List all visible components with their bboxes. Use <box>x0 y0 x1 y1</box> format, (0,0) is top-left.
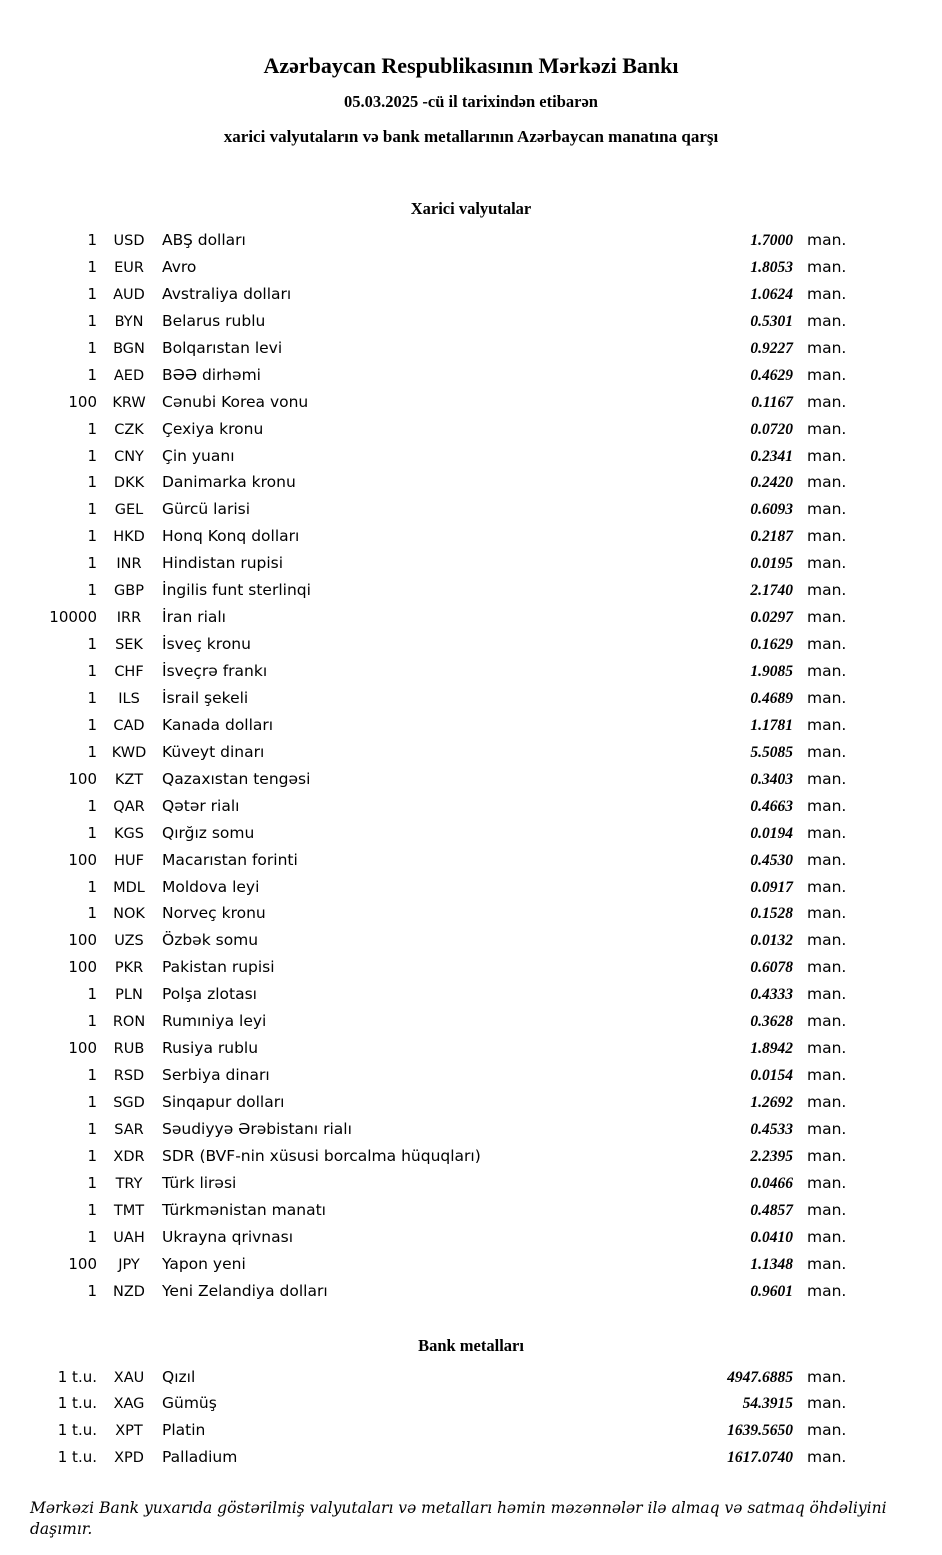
currency-rate: 0.0154 <box>750 1067 793 1085</box>
currency-quantity: 1 <box>87 1200 97 1219</box>
currency-quantity: 1 <box>87 284 97 303</box>
metal-quantity: 1 t.u. <box>57 1448 97 1467</box>
currency-row <box>0 362 856 389</box>
currency-row <box>0 254 856 281</box>
currency-rate: 0.2341 <box>750 447 793 465</box>
currency-quantity: 1 <box>87 554 97 573</box>
unit-label: man. <box>807 1254 847 1273</box>
currency-name: Avro <box>162 257 197 276</box>
currency-rate: 0.3403 <box>750 770 793 788</box>
unit-label: man. <box>807 1367 847 1386</box>
currency-quantity: 1 <box>87 877 97 896</box>
metal-row <box>0 1417 856 1444</box>
currency-quantity: 1 <box>87 446 97 465</box>
metals-section-title: Bank metalları <box>418 1335 524 1355</box>
unit-label: man. <box>807 1039 847 1058</box>
currency-name: Yeni Zelandiya dolları <box>162 1281 328 1300</box>
currency-rate: 0.9227 <box>750 339 793 357</box>
currency-code: NOK <box>113 906 145 923</box>
metal-rate: 1639.5650 <box>727 1422 793 1440</box>
unit-label: man. <box>807 823 847 842</box>
currency-name: Serbiya dinarı <box>162 1066 270 1085</box>
unit-label: man. <box>807 473 847 492</box>
currency-name: Kanada dolları <box>162 715 274 734</box>
currency-quantity: 1 <box>87 1119 97 1138</box>
currency-name: Yapon yeni <box>162 1254 246 1273</box>
currency-code: KGS <box>114 825 144 842</box>
currency-code: GBP <box>114 583 144 600</box>
unit-label: man. <box>807 1227 847 1246</box>
currency-name: Çin yuanı <box>162 446 235 465</box>
currency-row <box>0 631 856 658</box>
currency-row <box>0 1008 856 1035</box>
currency-name: Bolqarıstan levi <box>162 338 283 357</box>
unit-label: man. <box>807 1066 847 1085</box>
metal-quantity: 1 t.u. <box>57 1367 97 1386</box>
currency-name: Cənubi Korea vonu <box>162 392 309 411</box>
unit-label: man. <box>807 1421 847 1440</box>
currency-name: SDR (BVF-nin xüsusi borcalma hüquqları) <box>162 1146 481 1165</box>
currency-row <box>0 900 856 927</box>
currency-rate: 0.0466 <box>750 1174 793 1192</box>
currency-code: BYN <box>114 313 144 330</box>
document-subtitle: xarici valyutaların və bank metallarının Azərbaycan manatına qarşı <box>223 127 719 146</box>
currency-name: İran rialı <box>162 608 226 627</box>
currency-name: Rumıniya leyi <box>162 1012 267 1031</box>
currency-quantity: 100 <box>68 958 97 977</box>
currency-quantity: 1 <box>87 500 97 519</box>
currency-rate: 0.0297 <box>750 609 793 627</box>
currency-quantity: 1 <box>87 1146 97 1165</box>
currency-quantity: 1 <box>87 904 97 923</box>
effective-date-line: 05.03.2025 -cü il tarixindən etibarən <box>344 92 598 111</box>
unit-label: man. <box>807 904 847 923</box>
unit-label: man. <box>807 662 847 680</box>
currency-rate: 1.1348 <box>750 1255 793 1273</box>
currency-quantity: 1 <box>87 231 97 249</box>
currency-rate: 0.0917 <box>750 878 793 896</box>
currency-name: İsrail şekeli <box>162 688 249 707</box>
currency-name: Hindistan rupisi <box>162 554 284 573</box>
currency-quantity: 100 <box>68 1254 97 1273</box>
currency-name: BƏƏ dirhəmi <box>162 365 261 384</box>
unit-label: man. <box>807 608 847 627</box>
currency-quantity: 1 <box>87 635 97 654</box>
currency-row <box>0 604 856 631</box>
currency-name: Pakistan rupisi <box>162 958 275 977</box>
currency-row <box>0 227 856 254</box>
currency-name: Özbək somu <box>162 931 259 950</box>
currency-code: QAR <box>113 798 145 815</box>
currency-row <box>0 766 856 793</box>
unit-label: man. <box>807 338 847 357</box>
currency-name: Türkmənistan manatı <box>162 1200 326 1219</box>
metal-name: Platin <box>162 1421 206 1440</box>
currency-name: Avstraliya dolları <box>162 284 292 303</box>
unit-label: man. <box>807 446 847 465</box>
currency-rate: 0.4629 <box>750 366 793 384</box>
currency-quantity: 100 <box>68 392 97 411</box>
currency-code: TMT <box>113 1202 145 1219</box>
currency-code: JPY <box>118 1256 140 1273</box>
unit-label: man. <box>807 877 847 896</box>
unit-label: man. <box>807 554 847 573</box>
currency-row <box>0 793 856 820</box>
metal-code: XAU <box>113 1369 145 1386</box>
currency-quantity: 1 <box>87 662 97 680</box>
currency-name: İsveçrə frankı <box>162 662 268 680</box>
currency-row <box>0 1278 856 1305</box>
currency-row <box>0 389 856 416</box>
currency-row <box>0 1143 856 1170</box>
currency-rate: 5.5085 <box>750 743 793 761</box>
currency-code: AED <box>113 367 145 384</box>
currency-quantity: 1 <box>87 257 97 276</box>
unit-label: man. <box>807 1394 847 1413</box>
currency-rate: 1.2692 <box>750 1094 793 1111</box>
currency-rate: 0.4533 <box>750 1120 793 1138</box>
currency-quantity: 1 <box>87 688 97 707</box>
currency-name: Gürcü larisi <box>162 500 251 519</box>
unit-label: man. <box>807 985 847 1004</box>
currency-code: GEL <box>114 502 144 519</box>
currency-code: KZT <box>114 771 144 788</box>
currency-rate: 2.2395 <box>750 1147 793 1165</box>
metal-quantity: 1 t.u. <box>57 1421 97 1440</box>
unit-label: man. <box>807 1448 847 1467</box>
currency-row <box>0 1251 856 1278</box>
currency-name: Sinqapur dolları <box>162 1093 285 1111</box>
currency-row <box>0 739 856 766</box>
currency-row <box>0 954 856 981</box>
currency-name: Səudiyyə Ərəbistanı rialı <box>162 1119 352 1138</box>
currency-code: CZK <box>114 421 144 438</box>
currency-code: KWD <box>111 744 147 761</box>
currency-row <box>0 658 856 685</box>
unit-label: man. <box>807 931 847 950</box>
currency-code: CAD <box>113 717 145 734</box>
metal-row <box>0 1444 856 1471</box>
unit-label: man. <box>807 1012 847 1031</box>
currency-rate: 0.4663 <box>750 797 793 815</box>
currencies-section-title: Xarici valyutalar <box>410 199 532 218</box>
currency-rate: 0.2420 <box>750 474 793 492</box>
currency-quantity: 1 <box>87 527 97 546</box>
metal-code: XAG <box>113 1396 145 1413</box>
currency-code: AUD <box>113 286 145 303</box>
currency-rate: 0.4530 <box>750 851 793 869</box>
currencies-table <box>0 227 856 1305</box>
unit-label: man. <box>807 419 847 438</box>
currency-name: Küveyt dinarı <box>162 742 265 761</box>
currency-code: SEK <box>115 637 143 654</box>
currency-rate: 1.0624 <box>750 285 793 303</box>
currency-rate: 0.4333 <box>750 986 793 1004</box>
currency-quantity: 1 <box>87 742 97 761</box>
currency-row <box>0 550 856 577</box>
currency-code: MDL <box>113 879 145 896</box>
currency-code: BGN <box>113 340 145 357</box>
currency-rate: 0.4857 <box>750 1201 793 1219</box>
currency-quantity: 1 <box>87 985 97 1004</box>
currency-name: Rusiya rublu <box>162 1039 259 1058</box>
currency-quantity: 1 <box>87 1281 97 1300</box>
currency-code: IRR <box>116 610 142 627</box>
currency-quantity: 100 <box>68 769 97 788</box>
currency-code: PLN <box>115 987 143 1004</box>
currency-row <box>0 335 856 362</box>
currency-code: CNY <box>114 448 144 465</box>
metal-name: Qızıl <box>162 1367 196 1386</box>
unit-label: man. <box>807 796 847 815</box>
currency-row <box>0 1089 856 1116</box>
metal-code: XPD <box>114 1450 144 1467</box>
unit-label: man. <box>807 1146 847 1165</box>
currency-rate: 2.1740 <box>750 582 793 600</box>
metal-row <box>0 1390 856 1417</box>
currency-row <box>0 712 856 739</box>
unit-label: man. <box>807 284 847 303</box>
currency-rate: 0.0194 <box>750 824 793 842</box>
currency-row <box>0 443 856 470</box>
currency-code: SGD <box>113 1095 145 1111</box>
footer-note: Mərkəzi Bank yuxarıda göstərilmiş valyutaları və metalları həmin məzənnələr ilə almaq və satmaq öhdəliyini daşımır. <box>30 1499 887 1539</box>
currency-rate: 0.6078 <box>750 959 793 977</box>
currency-row <box>0 1224 856 1251</box>
currency-rate: 0.1528 <box>750 905 793 923</box>
currency-code: INR <box>116 556 142 573</box>
currency-rate: 0.3628 <box>750 1013 793 1031</box>
unit-label: man. <box>807 257 847 276</box>
currency-row <box>0 1170 856 1197</box>
currency-quantity: 10000 <box>49 608 97 627</box>
currency-quantity: 1 <box>87 419 97 438</box>
currency-name: Qırğız somu <box>162 823 255 842</box>
unit-label: man. <box>807 742 847 761</box>
currency-quantity: 1 <box>87 1012 97 1031</box>
page-title: Azərbaycan Respublikasının Mərkəzi Bankı <box>263 53 679 78</box>
currency-code: SAR <box>114 1121 144 1138</box>
currency-row <box>0 523 856 550</box>
currency-quantity: 1 <box>87 796 97 815</box>
currency-name: Çexiya kronu <box>162 419 264 438</box>
unit-label: man. <box>807 1281 847 1300</box>
currency-rate: 0.2187 <box>750 528 793 546</box>
currency-code: DKK <box>113 475 145 492</box>
unit-label: man. <box>807 500 847 519</box>
currency-rate: 1.7000 <box>750 232 793 249</box>
unit-label: man. <box>807 231 847 249</box>
unit-label: man. <box>807 1173 847 1192</box>
unit-label: man. <box>807 688 847 707</box>
unit-label: man. <box>807 850 847 869</box>
unit-label: man. <box>807 958 847 977</box>
unit-label: man. <box>807 769 847 788</box>
currency-name: Polşa zlotası <box>162 985 257 1004</box>
currency-quantity: 1 <box>87 338 97 357</box>
currency-name: Norveç kronu <box>162 904 266 923</box>
currency-row <box>0 1062 856 1089</box>
currency-name: Belarus rublu <box>162 311 266 330</box>
currency-rate: 1.1781 <box>750 716 793 734</box>
metal-rate: 1617.0740 <box>727 1449 793 1467</box>
currency-code: TRY <box>115 1175 143 1192</box>
currency-row <box>0 1197 856 1224</box>
currency-code: XDR <box>113 1148 145 1165</box>
unit-label: man. <box>807 365 847 384</box>
metal-quantity: 1 t.u. <box>57 1394 97 1413</box>
metal-row <box>0 1364 856 1391</box>
currency-quantity: 1 <box>87 823 97 842</box>
currency-name: Ukrayna qrivnası <box>162 1227 294 1246</box>
currency-row <box>0 1035 856 1062</box>
unit-label: man. <box>807 1093 847 1111</box>
currency-code: KRW <box>112 394 146 411</box>
currency-rate: 0.0410 <box>750 1228 793 1246</box>
currency-row <box>0 820 856 847</box>
currency-row <box>0 874 856 901</box>
currency-quantity: 1 <box>87 311 97 330</box>
currency-name: İsveç kronu <box>162 635 251 654</box>
unit-label: man. <box>807 527 847 546</box>
currency-rate: 1.9085 <box>750 663 793 680</box>
currency-code: RUB <box>113 1041 145 1058</box>
currency-code: UZS <box>114 933 144 950</box>
currency-quantity: 1 <box>87 1093 97 1111</box>
currency-name: Macarıstan forinti <box>162 850 298 869</box>
unit-label: man. <box>807 715 847 734</box>
currency-name: ABŞ dolları <box>162 231 246 249</box>
currency-name: Qazaxıstan tengəsi <box>162 769 311 788</box>
currency-rate: 0.9601 <box>750 1282 793 1300</box>
currency-code: NZD <box>113 1283 145 1300</box>
currency-quantity: 100 <box>68 1039 97 1058</box>
currency-code: ILS <box>118 690 140 707</box>
currency-rate: 0.0720 <box>750 420 793 438</box>
currency-quantity: 1 <box>87 715 97 734</box>
currency-rate: 0.5301 <box>750 312 793 330</box>
currency-name: Türk lirəsi <box>162 1173 237 1192</box>
currency-row <box>0 685 856 712</box>
currency-rate: 0.1167 <box>751 393 793 411</box>
currency-quantity: 1 <box>87 1173 97 1192</box>
currency-code: EUR <box>114 259 144 276</box>
currency-code: HKD <box>113 529 145 546</box>
currency-name: Qətər rialı <box>162 796 240 815</box>
metal-name: Palladium <box>162 1448 238 1467</box>
currency-quantity: 1 <box>87 1066 97 1085</box>
currency-code: HUF <box>114 852 144 869</box>
unit-label: man. <box>807 1119 847 1138</box>
currency-rate: 0.0132 <box>750 932 793 950</box>
currency-row <box>0 496 856 523</box>
unit-label: man. <box>807 635 847 654</box>
currency-code: UAH <box>113 1229 145 1246</box>
currency-rate: 1.8942 <box>750 1040 793 1058</box>
unit-label: man. <box>807 1200 847 1219</box>
metal-name: Gümüş <box>162 1394 217 1413</box>
currency-rate: 0.1629 <box>750 636 793 654</box>
currency-rate: 0.4689 <box>750 689 793 707</box>
metal-code: XPT <box>115 1423 143 1440</box>
currency-row <box>0 308 856 335</box>
currency-name: Honq Konq dolları <box>162 527 300 546</box>
currency-row <box>0 1116 856 1143</box>
currency-quantity: 1 <box>87 1227 97 1246</box>
currency-row <box>0 577 856 604</box>
currency-code: CHF <box>114 664 144 680</box>
currency-name: İngilis funt sterlinqi <box>162 581 311 600</box>
currency-row <box>0 927 856 954</box>
unit-label: man. <box>807 392 847 411</box>
metal-rate: 4947.6885 <box>727 1368 793 1386</box>
currency-quantity: 1 <box>87 365 97 384</box>
currency-row <box>0 469 856 496</box>
currency-code: RON <box>112 1014 146 1031</box>
currency-name: Moldova leyi <box>162 877 260 896</box>
currency-rate: 0.0195 <box>750 555 793 573</box>
currency-quantity: 100 <box>68 850 97 869</box>
currency-rate: 1.8053 <box>750 258 793 276</box>
currency-code: PKR <box>114 960 144 977</box>
currency-row <box>0 847 856 874</box>
currency-rate: 0.6093 <box>750 501 793 519</box>
currency-name: Danimarka kronu <box>162 473 296 492</box>
unit-label: man. <box>807 311 847 330</box>
currency-code: RSD <box>113 1068 145 1085</box>
currency-quantity: 100 <box>68 931 97 950</box>
currency-row <box>0 981 856 1008</box>
metals-table <box>0 1364 856 1472</box>
currency-quantity: 1 <box>87 581 97 600</box>
currency-row <box>0 281 856 308</box>
currency-code: USD <box>113 233 145 249</box>
currency-quantity: 1 <box>87 473 97 492</box>
unit-label: man. <box>807 581 847 600</box>
metal-rate: 54.3915 <box>742 1395 793 1413</box>
currency-row <box>0 416 856 443</box>
